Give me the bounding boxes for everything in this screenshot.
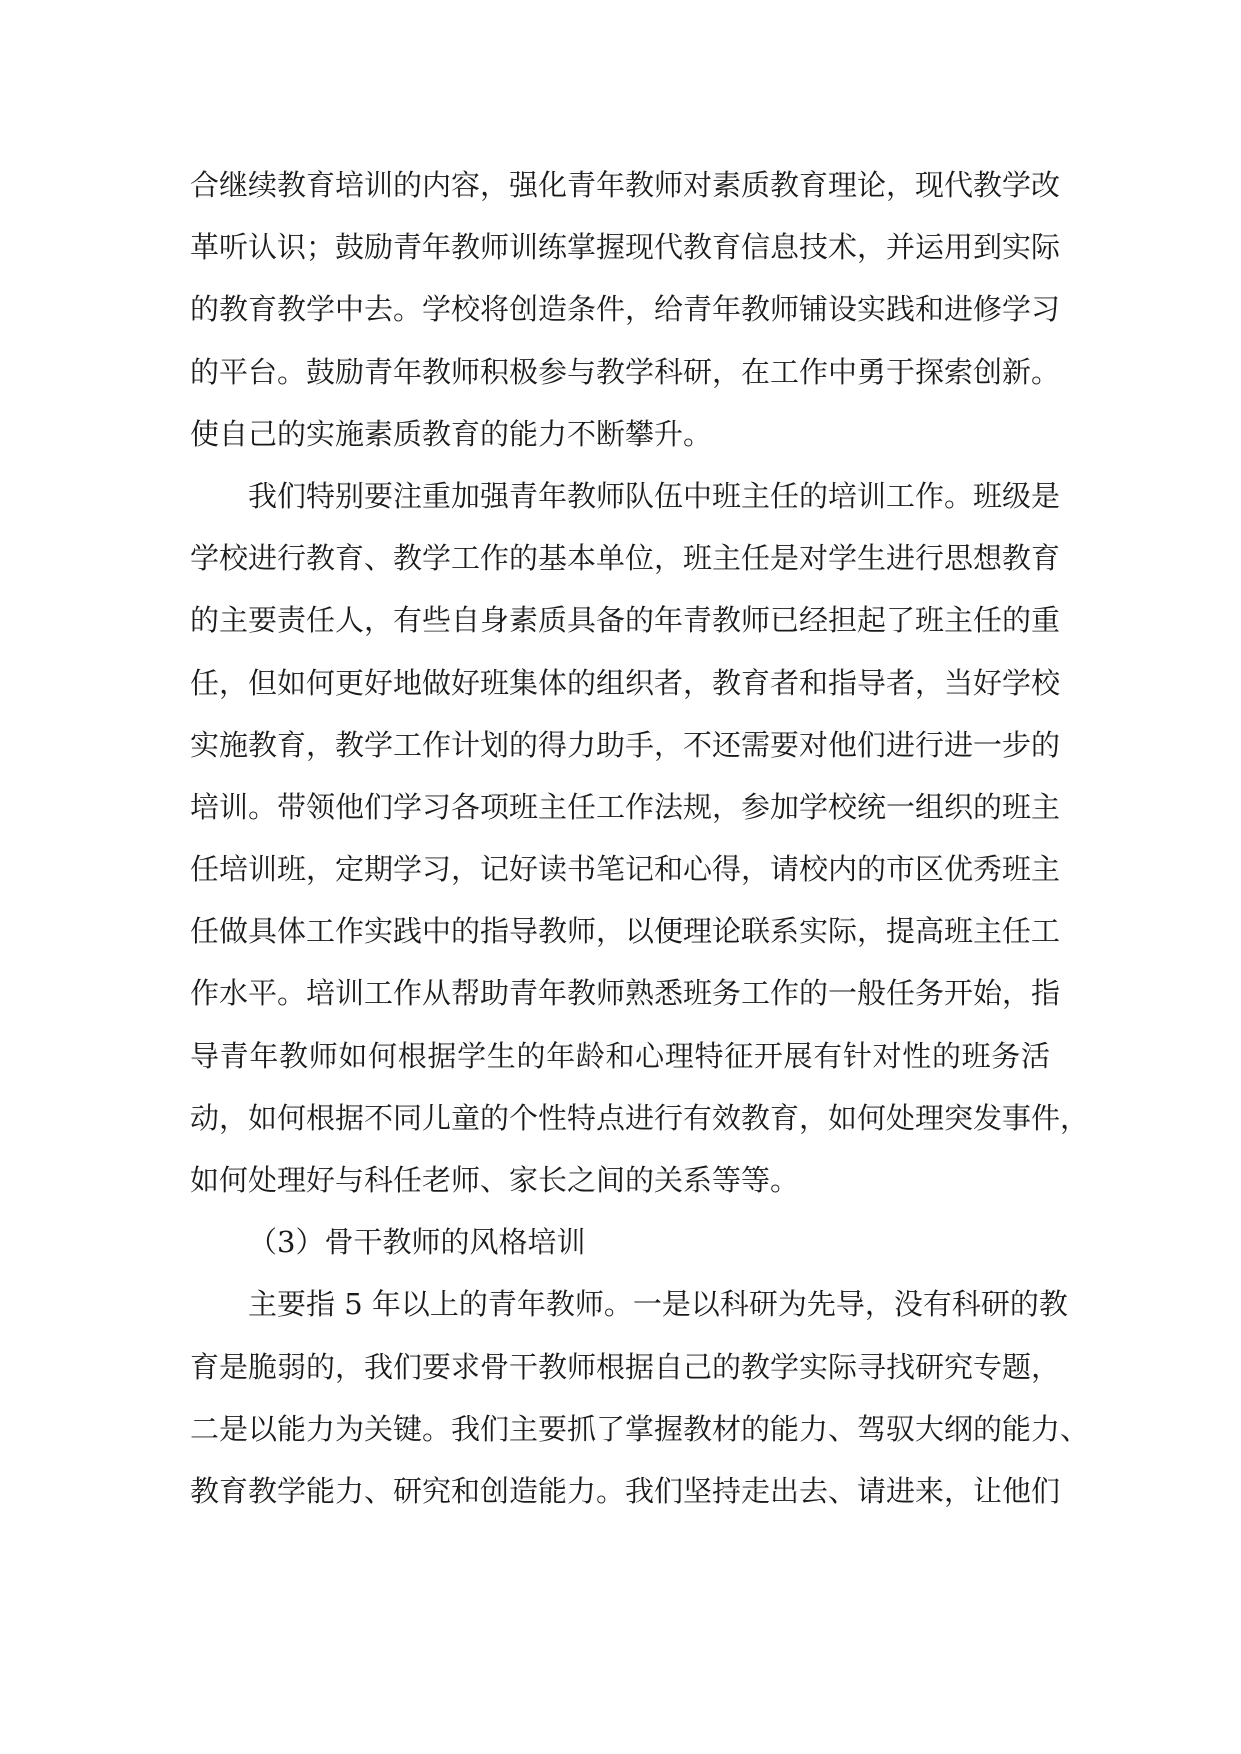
text-line: 二是以能力为关键。我们主要抓了掌握教材的能力、驾驭大纲的能力、 [190,1411,1090,1446]
text-line: 任，但如何更好地做好班集体的组织者，教育者和指导者，当好学校 [190,665,1061,700]
section-heading: （3）骨干教师的风格培训 [248,1225,586,1260]
text-line: 动，如何根据不同儿童的个性特点进行有效教育，如何处理突发事件， [190,1100,1090,1135]
text-line: 如何处理好与科任老师、家长之间的关系等等。 [190,1163,800,1197]
text-line: 的主要责任人，有些自身素质具备的年青教师已经担起了班主任的重 [190,603,1061,638]
text-line: 合继续教育培训的内容，强化青年教师对素质教育理论，现代教学改 [190,168,1061,202]
text-line: 导青年教师如何根据学生的年龄和心理特征开展有针对性的班务活 [190,1038,1050,1073]
paragraph-first-line: 我们特别要注重加强青年教师队伍中班主任的培训工作。班级是 [248,478,1061,513]
text-line: 任培训班，定期学习，记好读书笔记和心得，请校内的市区优秀班主 [190,852,1061,887]
paragraph-first-line: 主要指 5 年以上的青年教师。一是以科研为先导，没有科研的教 [248,1287,1068,1322]
text-line: 任做具体工作实践中的指导教师，以便理论联系实际，提高班主任工 [190,914,1061,949]
text-line: 培训。带领他们学习各项班主任工作法规，参加学校统一组织的班主 [190,789,1061,824]
text-line: 作水平。培训工作从帮助青年教师熟悉班务工作的一般任务开始，指 [190,976,1061,1011]
text-line: 使自己的实施素质教育的能力不断攀升。 [190,416,713,451]
text-line: 育是脆弱的，我们要求骨干教师根据自己的教学实际寻找研究专题， [190,1349,1061,1384]
body-text [190,154,1090,1522]
text-line: 实施教育，教学工作计划的得力助手，不还需要对他们进行进一步的 [190,727,1061,762]
text-line: 的平台。鼓励青年教师积极参与教学科研，在工作中勇于探索创新。 [190,354,1061,389]
text-line: 革听认识；鼓励青年教师训练掌握现代教育信息技术，并运用到实际 [190,230,1061,265]
text-line: 的教育教学中去。学校将创造条件，给青年教师铺设实践和进修学习 [190,292,1061,327]
text-line: 教育教学能力、研究和创造能力。我们坚持走出去、请进来，让他们 [190,1473,1061,1508]
text-line: 学校进行教育、教学工作的基本单位，班主任是对学生进行思想教育 [190,541,1061,576]
